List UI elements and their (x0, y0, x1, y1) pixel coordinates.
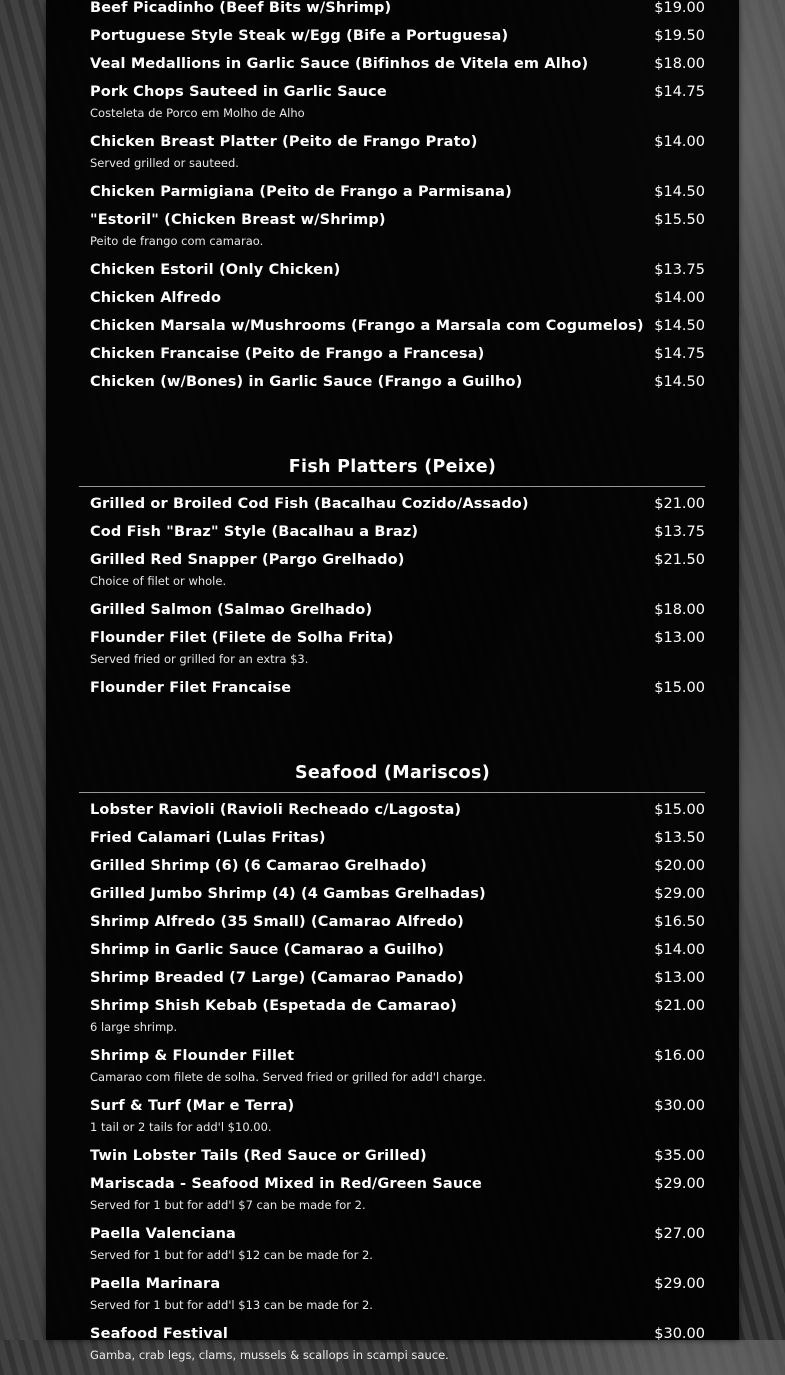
section-heading (46, 446, 739, 486)
menu-item-name: Portuguese Style Steak w/Egg (Bife a Portuguesa) (90, 28, 509, 44)
menu-item-name: Chicken Estoril (Only Chicken) (90, 262, 341, 278)
menu-item-price: $13.75 (654, 524, 705, 540)
menu-section (46, 446, 739, 707)
menu-item (46, 27, 739, 55)
menu-item-price: $14.00 (654, 942, 705, 958)
menu-item-description: Served for 1 but for add'l $13 can be made for 2. (90, 1298, 373, 1312)
menu-item-description: Gamba, crab legs, clams, mussels & scallops in scampi sauce. (90, 1348, 449, 1362)
menu-item-name: Shrimp Shish Kebab (Espetada de Camarao) (90, 998, 457, 1014)
menu-item-price: $14.75 (654, 346, 705, 362)
menu-item (46, 629, 739, 679)
menu-item (46, 373, 739, 401)
menu-item (46, 801, 739, 829)
menu-item-price: $13.00 (654, 630, 705, 646)
menu-item-name: Shrimp Breaded (7 Large) (Camarao Panado) (90, 970, 464, 986)
menu-item (46, 55, 739, 83)
menu-item-description: Served grilled or sauteed. (90, 156, 239, 170)
menu-item-name: Grilled or Broiled Cod Fish (Bacalhau Cozido/Assado) (90, 496, 529, 512)
menu-item-name: Shrimp & Flounder Fillet (90, 1048, 295, 1064)
menu-item-name: Flounder Filet Francaise (90, 680, 292, 696)
menu-item-name: Chicken Breast Platter (Peito de Frango Prato) (90, 134, 478, 150)
menu-item-price: $14.00 (654, 134, 705, 150)
menu-item-price: $21.00 (654, 998, 705, 1014)
section-divider (79, 486, 705, 487)
menu-item-description: Peito de frango com camarao. (90, 234, 264, 248)
menu-item-name: Shrimp in Garlic Sauce (Camarao a Guilho) (90, 942, 445, 958)
menu-item (46, 551, 739, 601)
menu-item-description: Costeleta de Porco em Molho de Alho (90, 106, 305, 120)
menu-item-price: $18.00 (654, 56, 705, 72)
menu-item-price: $29.00 (654, 1176, 705, 1192)
menu-item-name: Paella Valenciana (90, 1226, 236, 1242)
menu-item-price: $16.50 (654, 914, 705, 930)
menu-item (46, 1325, 739, 1375)
menu-item-price: $15.00 (654, 802, 705, 818)
menu-item-name: Cod Fish "Braz" Style (Bacalhau a Braz) (90, 524, 419, 540)
menu-item (46, 83, 739, 133)
menu-item-name: Twin Lobster Tails (Red Sauce or Grilled) (90, 1148, 427, 1164)
menu-item-name: Pork Chops Sauteed in Garlic Sauce (90, 84, 387, 100)
section-divider (79, 792, 705, 793)
menu-item (46, 885, 739, 913)
menu-item-name: Surf & Turf (Mar e Terra) (90, 1098, 295, 1114)
section-spacer (46, 401, 739, 446)
menu-item (46, 857, 739, 885)
section-title: Seafood (Mariscos) (294, 763, 491, 783)
menu-item-name: "Estoril" (Chicken Breast w/Shrimp) (90, 212, 386, 228)
menu-item-price: $29.00 (654, 886, 705, 902)
menu-item (46, 133, 739, 183)
section-title: Fish Platters (Peixe) (288, 457, 497, 477)
menu-item-price: $21.50 (654, 552, 705, 568)
menu-section (46, 752, 739, 1375)
menu-item (46, 829, 739, 857)
menu-item-price: $13.50 (654, 830, 705, 846)
menu-item-price: $19.00 (654, 0, 705, 16)
menu-item (46, 679, 739, 707)
menu-item-name: Chicken Marsala w/Mushrooms (Frango a Marsala com Cogumelos) (90, 318, 644, 334)
menu-item (46, 289, 739, 317)
menu-item-price: $29.00 (654, 1276, 705, 1292)
menu-item-name: Veal Medallions in Garlic Sauce (Bifinhos de Vitela em Alho) (90, 56, 589, 72)
section-heading (46, 752, 739, 792)
menu-item-name: Shrimp Alfredo (35 Small) (Camarao Alfredo) (90, 914, 464, 930)
menu-item-price: $13.00 (654, 970, 705, 986)
menu-item-name: Fried Calamari (Lulas Fritas) (90, 830, 326, 846)
menu-item-name: Grilled Jumbo Shrimp (4) (4 Gambas Grelhadas) (90, 886, 486, 902)
menu-item-price: $14.50 (654, 184, 705, 200)
menu-item-name: Chicken Parmigiana (Peito de Frango a Parmisana) (90, 184, 512, 200)
menu-item (46, 1275, 739, 1325)
menu-item-description: Served for 1 but for add'l $12 can be made for 2. (90, 1248, 373, 1262)
menu-item (46, 317, 739, 345)
menu-item (46, 1097, 739, 1147)
menu-item (46, 1047, 739, 1097)
menu-item-description: Served for 1 but for add'l $7 can be made for 2. (90, 1198, 366, 1212)
menu-item-name: Chicken (w/Bones) in Garlic Sauce (Frango a Guilho) (90, 374, 523, 390)
menu-item (46, 0, 739, 27)
menu-item-description: Served fried or grilled for an extra $3. (90, 652, 309, 666)
menu-item-description: Choice of filet or whole. (90, 574, 227, 588)
menu-item-name: Grilled Shrimp (6) (6 Camarao Grelhado) (90, 858, 427, 874)
menu-item-price: $35.00 (654, 1148, 705, 1164)
menu-item-description: 6 large shrimp. (90, 1020, 178, 1034)
menu-item-price: $19.50 (654, 28, 705, 44)
menu-item-price: $16.00 (654, 1048, 705, 1064)
menu-item (46, 211, 739, 261)
menu-item-price: $27.00 (654, 1226, 705, 1242)
menu-item-name: Beef Picadinho (Beef Bits w/Shrimp) (90, 0, 392, 16)
menu-item-price: $20.00 (654, 858, 705, 874)
menu-section (46, 0, 739, 401)
menu-item (46, 183, 739, 211)
menu-item-price: $14.50 (654, 374, 705, 390)
menu-item (46, 261, 739, 289)
menu-item-name: Chicken Francaise (Peito de Frango a Francesa) (90, 346, 485, 362)
menu-item-description: Camarao com filete de solha. Served fried or grilled for add'l charge. (90, 1070, 487, 1084)
menu-item-price: $21.00 (654, 496, 705, 512)
menu-item-price: $14.00 (654, 290, 705, 306)
menu-item (46, 495, 739, 523)
section-spacer (46, 707, 739, 752)
menu-item-name: Grilled Red Snapper (Pargo Grelhado) (90, 552, 405, 568)
menu-item-price: $14.75 (654, 84, 705, 100)
menu-item-name: Grilled Salmon (Salmao Grelhado) (90, 602, 373, 618)
menu-item (46, 601, 739, 629)
menu-item-description: 1 tail or 2 tails for add'l $10.00. (90, 1120, 272, 1134)
menu-item (46, 1175, 739, 1225)
menu-item-name: Mariscada - Seafood Mixed in Red/Green Sauce (90, 1176, 483, 1192)
menu-item-name: Chicken Alfredo (90, 290, 222, 306)
menu-item-price: $13.75 (654, 262, 705, 278)
menu-item-price: $30.00 (654, 1326, 705, 1342)
menu-item-price: $15.00 (654, 680, 705, 696)
menu-item-price: $15.50 (654, 212, 705, 228)
menu-item (46, 941, 739, 969)
menu-item-name: Paella Marinara (90, 1276, 221, 1292)
menu-item-name: Seafood Festival (90, 1326, 229, 1342)
menu-item (46, 345, 739, 373)
menu-item (46, 1225, 739, 1275)
menu-item-price: $18.00 (654, 602, 705, 618)
menu-item (46, 1147, 739, 1175)
menu-item (46, 523, 739, 551)
menu-list (46, 0, 739, 1375)
menu-item (46, 913, 739, 941)
menu-panel (46, 0, 739, 1362)
menu-item-price: $30.00 (654, 1098, 705, 1114)
menu-item-price: $14.50 (654, 318, 705, 334)
menu-item (46, 969, 739, 997)
menu-item (46, 997, 739, 1047)
menu-item-name: Flounder Filet (Filete de Solha Frita) (90, 630, 394, 646)
menu-item-name: Lobster Ravioli (Ravioli Recheado c/Lagosta) (90, 802, 462, 818)
